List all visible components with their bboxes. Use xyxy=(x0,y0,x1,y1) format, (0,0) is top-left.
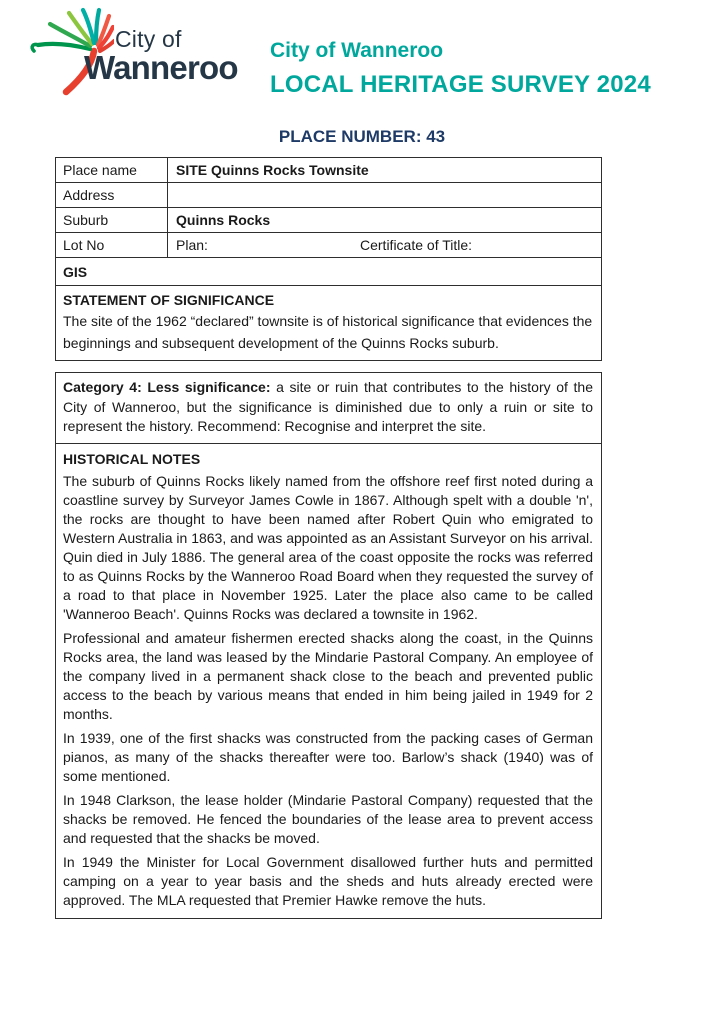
row-label: Lot No xyxy=(56,233,168,257)
row-value xyxy=(168,183,601,207)
category-description: a site or ruin that contributes to the history of the City of Wanneroo, but the significance is diminished due to only a ruin or site to represent the history. Recommend: Recognise and interpret the site. xyxy=(63,379,593,434)
statement-of-significance-cell xyxy=(56,286,601,360)
historical-paragraph: In 1949 the Minister for Local Government disallowed further huts and permitted camping on a year to year basis and the sheds and huts already erected were approved. The MLA requested that Premier Hawke remove the huts. xyxy=(63,853,593,908)
category-paragraph xyxy=(56,373,601,444)
table-row-lot-no xyxy=(56,233,601,258)
significance-text: The site of the 1962 “declared” townsite is of historical significance that evidences the beginnings and subsequent development of the Quinns Rocks suburb. xyxy=(63,313,593,351)
historical-notes-heading: HISTORICAL NOTES xyxy=(63,450,201,467)
certificate-of-title-label: Certificate of Title: xyxy=(360,237,473,253)
row-value: SITE Quinns Rocks Townsite xyxy=(176,162,369,178)
historical-paragraph: In 1948 Clarkson, the lease holder (Mindarie Pastoral Company) requested that the shacks be removed. He fenced the boundaries of the lease area to prevent access and requested that the shacks be moved. xyxy=(63,791,593,846)
category-label: Category 4: Less significance: xyxy=(63,379,271,395)
logo-text-wanneroo: Wanneroo xyxy=(84,49,238,86)
significance-heading: STATEMENT OF SIGNIFICANCE xyxy=(63,292,275,308)
header-subtitle: LOCAL HERITAGE SURVEY 2024 xyxy=(270,71,651,98)
historical-paragraph: In 1939, one of the first shacks was constructed from the packing cases of German pianos, as many of the shacks thereafter were too. Barlow’s shack (1940) was of some mentioned. xyxy=(63,729,593,784)
table-row-suburb xyxy=(56,208,601,233)
table-row-address xyxy=(56,183,601,208)
row-value xyxy=(168,233,601,257)
gis-row: GIS xyxy=(56,258,601,286)
row-label: Address xyxy=(56,183,168,207)
plan-label: Plan: xyxy=(176,237,208,253)
historical-paragraph: Professional and amateur fishermen erected shacks along the coast, in the Quinns Rocks area, the land was leased by the Mindarie Pastoral Company. An employee of the company lived in a permanent shack close to the beach and prevented public access to the beach by various means that ended in him being jailed in 1949 for 2 months. xyxy=(63,629,593,722)
place-details-table xyxy=(55,157,602,361)
category-table xyxy=(55,372,602,919)
place-number: PLACE NUMBER: 43 xyxy=(278,127,446,146)
row-value: Quinns Rocks xyxy=(176,212,271,228)
table-row-place-name xyxy=(56,158,601,183)
header-title: City of Wanneroo xyxy=(270,39,444,62)
historical-paragraph: The suburb of Quinns Rocks likely named from the offshore reef first noted during a coastline survey by Surveyor James Cowle in 1867. Although spelt with a double 'n', the rocks are thought to have been named after Robert Quin who emigrated to Western Australia in 1863, and was appointed as an Assistant Surveyor on his arrival. Quin died in July 1886. The general area of the coast opposite the rocks was referred to as Quinns Rocks by the Wanneroo Road Board when they requested the survey of a road to that place in November 1925. Later the place also came to be called 'Wanneroo Beach'. Quinns Rocks was declared a townsite in 1962. xyxy=(63,472,593,622)
row-label: Suburb xyxy=(56,208,168,232)
logo-text-city-of: City of xyxy=(115,26,182,52)
row-label: Place name xyxy=(56,158,168,182)
historical-notes-cell xyxy=(56,444,601,918)
